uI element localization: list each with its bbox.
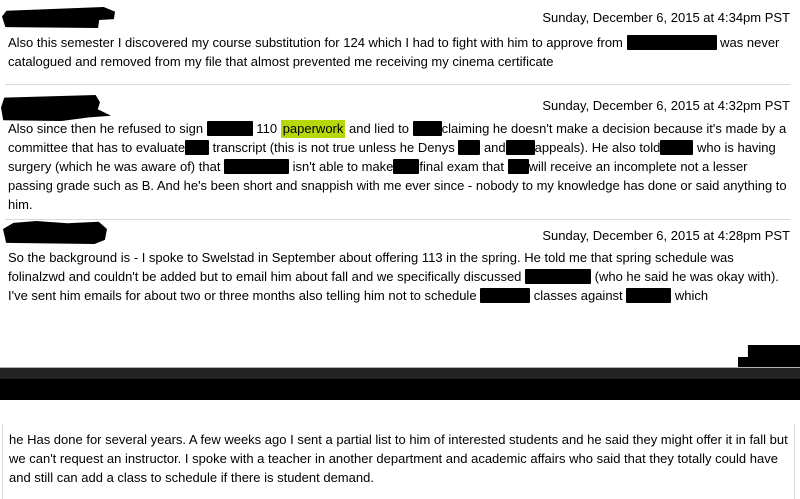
redaction-band-gray-strip xyxy=(0,367,800,379)
inline-redaction xyxy=(393,159,419,174)
inline-redaction xyxy=(626,288,671,303)
full-width-redaction-band xyxy=(0,367,800,400)
inline-redaction xyxy=(525,269,591,284)
message-paragraph: Also since then he refused to sign 110 paperwork and lied to claiming he doesn't make a decision because it's made by a committee that has to evaluate transcript (this is not true unless he Denys and appeals). He also told who is having surgery (which he was aware of) that isn't able to make final exam that will receive an incomplete not a lesser passing grade such as B. And he's been short and snappish with me ever since - nobody to my knowledge has done or said anything to him. xyxy=(8,121,787,212)
message-timestamp: Sunday, December 6, 2015 at 4:28pm PST xyxy=(542,228,790,243)
message-paragraph: Also this semester I discovered my course substitution for 124 which I had to fight with him to approve from was never catalogued and removed from my file that almost prevented me receiving my cinema certificate xyxy=(8,35,780,69)
inline-redaction xyxy=(458,140,480,155)
message-timestamp: Sunday, December 6, 2015 at 4:34pm PST xyxy=(542,10,790,25)
sender-redaction-bar xyxy=(2,7,115,28)
inline-redaction xyxy=(224,159,289,174)
inline-redaction xyxy=(413,121,442,136)
inline-redaction xyxy=(660,140,693,155)
highlighted-text: paperwork xyxy=(282,121,344,136)
sender-redaction-bar xyxy=(1,95,111,121)
inline-redaction xyxy=(627,35,717,50)
inline-redaction xyxy=(207,121,253,136)
inline-redaction xyxy=(185,140,209,155)
redaction-band-black-strip xyxy=(0,379,800,400)
message-divider xyxy=(5,219,790,220)
corner-redaction-block xyxy=(738,345,800,368)
inline-redaction xyxy=(506,140,535,155)
inline-redaction xyxy=(508,159,529,174)
message-timestamp: Sunday, December 6, 2015 at 4:32pm PST xyxy=(542,98,790,113)
sender-redaction-bar xyxy=(3,221,107,244)
message-divider xyxy=(5,84,790,85)
inline-redaction xyxy=(480,288,530,303)
footer-text-box xyxy=(2,424,795,499)
footer-paragraph: he Has done for several years. A few weeks ago I sent a partial list to him of interested students and he said they might offer it in fall but we can't request an instructor. I spoke with a teacher in another department and academic affairs who said that they totally could have and still can add a class to schedule if there is student demand. xyxy=(9,432,788,485)
message-paragraph: So the background is - I spoke to Swelstad in September about offering 113 in the spring. He told me that spring schedule was folinalzwd and couldn't be added but to email him about fall and we specifically discussed (who he said he was okay with). I've sent him emails for about two or three months also telling him not to schedule classes against which xyxy=(8,250,779,303)
